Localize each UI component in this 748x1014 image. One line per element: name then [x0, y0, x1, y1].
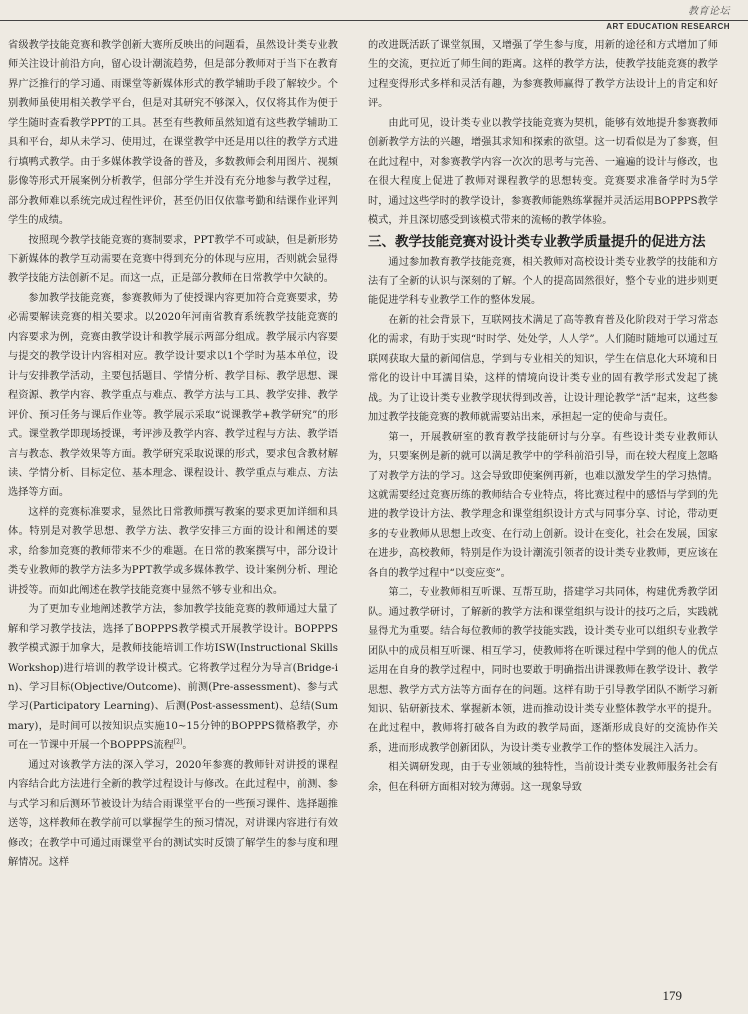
journal-section-title: 教育论坛: [688, 6, 730, 17]
paragraph: 通过对该教学方法的深入学习，2020年参赛的教师针对讲授的课程内容结合此方法进行全新的教学过程设计与修改。在此过程中，前测、参与式学习和后测环节被设计为结合雨课堂平台的一些预习课件、选择题推送等，这样教师在教学前可以掌握学生的预习情况，对讲课内容进行有效修改；在教学中可通过雨课堂平台的测试实时反馈了解学生的参与度和理解情况。这样: [8, 759, 338, 869]
header-rule: [0, 20, 748, 21]
paragraph: 第一，开展教研室的教育教学技能研讨与分享。有些设计类专业教师认为，只要案例是新的就可以满足教学中的学科前沿引导，而在较大程度上忽略了对教学方法的学习。这会导致即使案例再新，也难以激发学生的学习热情。这就需要经过竞赛历练的教师结合专业特点，将比赛过程中的感悟与学到的先进的教学设计方法、教学理念和课堂组织设计方式与同事分享、讨论，带动更多的专业教师从思想上改变、在行动上创新。设计在变化，社会在发展，国家在进步，高校教师，特别是作为设计潮流引领者的设计类专业教师，更应该在各自的教学过程中“以变应变”。: [368, 431, 718, 579]
paragraph: 由此可见，设计类专业以教学技能竞赛为契机，能够有效地提升参赛教师创新教学方法的兴趣，增强其求知和探索的欲望。这一切看似是为了参赛，但在此过程中，对参赛教学内容一次次的思考与完善、一遍遍的设计与修改，也在很大程度上促进了教师对课程教学的思想转变。竞赛要求准备学时为5学时，通过这些学时的教学设计，参赛教师能熟练掌握并灵活运用BOPPPS教学模式，并且深切感受到该模式带来的流畅的教学体验。: [368, 117, 718, 227]
left-column: [8, 36, 338, 994]
paragraph: 第二，专业教师相互听课、互帮互助，搭建学习共同体，构建优秀教学团队。通过教学研讨，了解新的教学方法和课堂组织与设计的技巧之后，实践就显得尤为重要。结合每位教师的教学技能实践，设计类专业可以组织专业教学团队中的成员相互听课、相互学习，使教师将在听课过程中学到的他人的优点运用在自身的教学过程中，同时也要敢于明确指出讲课教师在教学设计、教学思想、教学方式方法等方面存在的问题。这样有助于引导教学团队不断学习新知识、钻研新技术、掌握新本领，进而推动设计类专业整体教学水平的提升。在此过程中，教师将打破各自为政的教学局面，逐渐形成良好的交流协作关系，进而形成教学创新团队，为设计类专业教学工作的整体发展注入活力。: [368, 587, 718, 754]
right-column: [368, 36, 718, 941]
page-number: 179: [662, 988, 682, 1003]
citation-marker: [2]: [173, 738, 183, 746]
paragraph-text: 为了更加专业地阐述教学方法，参加教学技能竞赛的教师通过大量了解和学习教学技法，选择了BOPPPS教学模式开展教学设计。BOPPPS教学模式源于加拿大，是教师技能培训工作坊ISW(Instructional Skills Workshop)进行培训的教学设计模式。它将教学过程分为导言(Bridge-in)、学习目标(Objective/Outcome)、前测(Pre-assessment)、参与式学习(Participatory Learning)、后测(Post-assessment)、总结(Summary)，是时间可以按知识点实施10~15分钟的BOPPPS微格教学，亦可在一节课中开展一个BOPPPS流程: [8, 604, 338, 752]
section-heading: 三、教学技能竞赛对设计类专业教学质量提升的促进方法: [368, 233, 706, 250]
journal-subtitle: ART EDUCATION RESEARCH: [606, 22, 730, 31]
paragraph: 在新的社会背景下，互联网技术满足了高等教育普及化阶段对于学习常态化的需求，有助于实现“时时学、处处学，人人学”。人们随时随地可以通过互联网获取大量的新闻信息，学到与专业相关的知识，学生在信息化大环境和日常化的设计中耳濡目染，这样的情境向设计类专业的固有教学形式发起了挑战。为了让设计类专业教学现状得到改善，让设计理论教学“活”起来，这些参加过教学技能竞赛的教师就需要站出来，承担起一定的使命与责任。: [368, 314, 718, 424]
paragraph: 省级教学技能竞赛和教学创新大赛所反映出的问题看，虽然设计类专业教师关注设计前沿方向，留心设计潮流趋势，但是部分教师对于当下在教育界广泛推行的学习通、雨课堂等新媒体形式的教学辅助手段了解较少。个别教师虽使用相关教学平台，但是对其研究不够深入，仅仅将其作为便于学生随时查看教学PPT的工具。甚至有些教师虽然知道有这些教学辅助工具和平台，却从未学习、使用过，在课堂教学中还是用以往的教学方式进行填鸭式教学。由于多媒体教学设备的普及，多数教师会利用图片、视频影像等形式开展案例分析教学，但部分学生并没有充分地参与教学过程，部分教师难以系统完成过程性评价，甚至仍旧仅依靠考勤和结课作业评判学生的成绩。: [8, 40, 338, 227]
paragraph: 通过参加教育教学技能竞赛，相关教师对高校设计类专业教学的技能和方法有了全新的认识与深刻的了解。个人的提高固然很好，整个专业的进步则更能促进学科专业教学工作的整体发展。: [368, 256, 718, 307]
paragraph: 参加教学技能竞赛，参赛教师为了使授课内容更加符合竞赛要求，势必需要解读竞赛的相关要求。以2020年河南省教育系统教学技能竞赛的内容要求为例，竞赛由教学设计和教学展示两部分组成。教学展示内容要与提交的教学设计内容相对应。教学设计要求以1个学时为基本单位，设计与安排教学活动，主要包括题目、学情分析、教学目标、教学思想、课程资源、教学内容、教学重点与难点、教学方法与工具、教学安排、教学评价、预习任务与课后作业等。教学展示采取“说课教学+教学研究”的形式。课堂教学即现场授课，考评涉及教学内容、教学过程与方法、教学语言与教态、教学效果等方面。教学研究采取说课的形式，要求包含教材解读、学情分析、目标定位、基本理念、课程设计、教学重点与难点、方法选择等方面。: [8, 292, 338, 499]
paragraph: 为了更加专业地阐述教学方法，参加教学技能竞赛的教师通过大量了解和学习教学技法，选择了BOPPPS教学模式开展教学设计。BOPPPS教学模式源于加拿大，是教师技能培训工作坊ISW(Instructional Skills Workshop)进行培训的教学设计模式。它将教学过程分为导言(Bridge-in)、学习目标(Objective/Outcome)、前测(Pre-assessment)、参与式学习(Participatory Learning)、后测(Post-assessment)、总结(Summary)，是时间可以按知识点实施10~15分钟的BOPPPS微格教学，亦可在一节课中开展一个BOPPPS流程[2]。: [8, 604, 338, 752]
paragraph: 这样的竞赛标准要求，显然比日常教师撰写教案的要求更加详细和具体。特别是对教学思想、教学方法、教学安排三方面的设计和阐述的要求，给参加竞赛的教师带来不少的难题。在日常的教案撰写中，部分设计类专业教师的教学方法多为PPT教学或多媒体教学、设计案例分析、理论讲授等。而如此阐述在教学技能竞赛中显然不够专业和出众。: [8, 506, 338, 596]
paragraph: 的改进既活跃了课堂氛围，又增强了学生参与度，用新的途径和方式增加了师生的交流，更拉近了师生间的距离。这样的教学方法，使教学技能竞赛的教学过程变得形式多样和灵活有趣，为参赛教师赢得了教学方法设计上的肯定和好评。: [368, 40, 718, 110]
paragraph: 按照现今教学技能竞赛的赛制要求，PPT教学不可或缺，但是新形势下新媒体的教学互动需要在竞赛中得到充分的体现与应用，否则就会显得教学技能方法创新不足。而这一点，正是部分教师在日常教学中欠缺的。: [8, 234, 338, 285]
paragraph: 相关调研发现，由于专业领域的独特性，当前设计类专业教师服务社会有余，但在科研方面相对较为薄弱。这一现象导致: [368, 762, 718, 793]
